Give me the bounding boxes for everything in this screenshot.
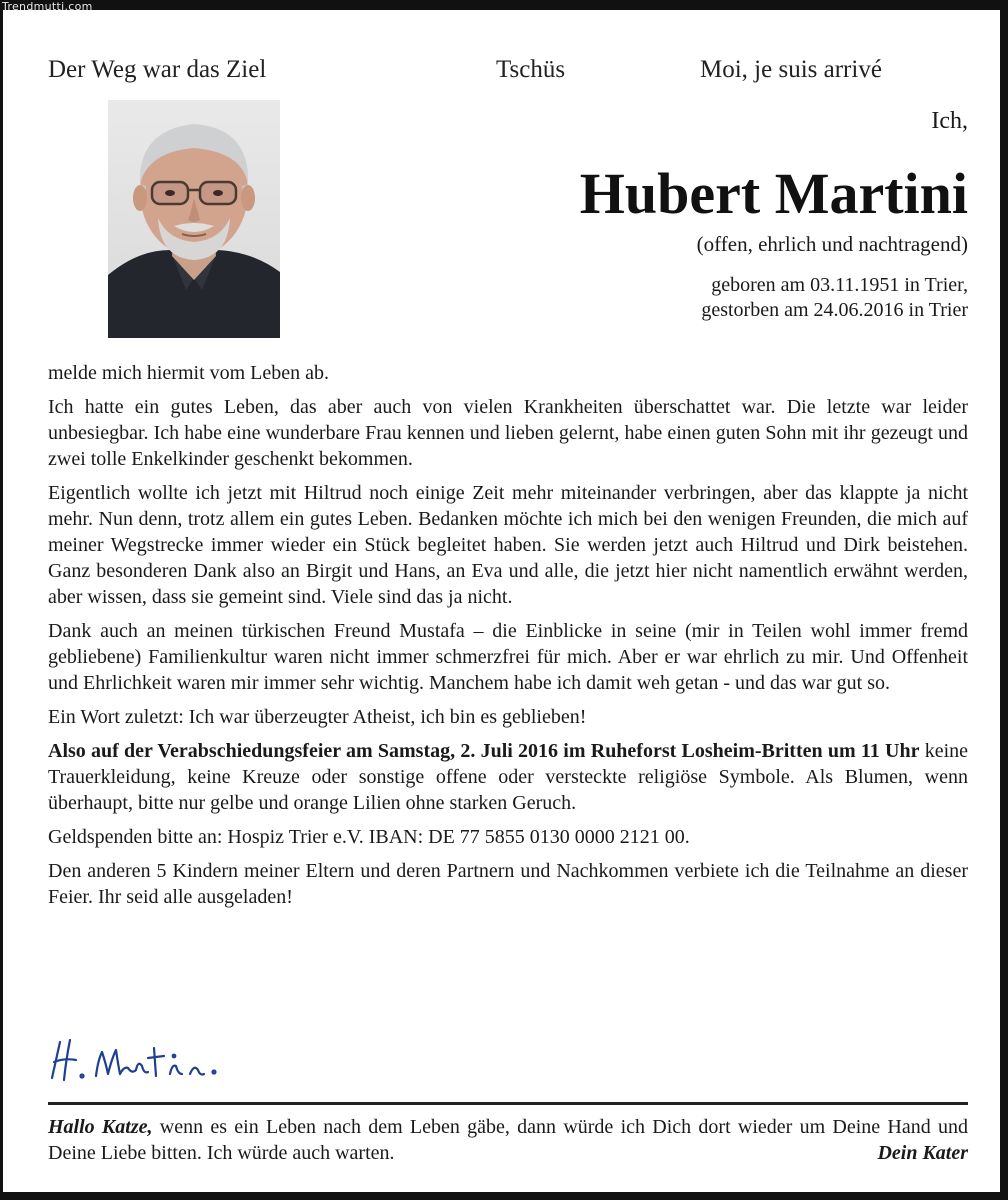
paragraph-excluded: Den anderen 5 Kindern meiner Eltern und deren Partnern und Nachkommen verbiete ich die Teilnahme an dieser Feier. Ihr seid alle ausgeladen! [48,860,968,908]
death-date: gestorben am 24.06.2016 in Trier [701,299,968,321]
name-subtitle: (offen, ehrlich und nachtragend) [696,232,968,256]
paragraph-mustafa: Dank auch an meinen türkischen Freund Mustafa – die Einblicke in seine (mir in Teilen wohl immer fremd gebliebene) Familienkultur waren nicht immer schmerzfrei für mich. Aber er war ehrlich zu mir. Und Offenheit und Ehrlichkeit waren mir immer sehr wichtig. Manchem habe ich damit weh getan - und das war gut so. [48,620,968,694]
intro-line: melde mich hiermit vom Leben ab. [48,362,330,384]
ceremony-details: Also auf der Verabschiedungsfeier am Samstag, 2. Juli 2016 im Ruheforst Losheim-Britten um 11 Uhr [48,740,920,762]
footer-dedication [48,1114,968,1166]
portrait-photo [108,100,280,338]
birth-date: geboren am 03.11.1951 in Trier, [711,274,968,296]
paragraph-thanks: Eigentlich wollte ich jetzt mit Hiltrud noch einige Zeit mehr miteinander verbringen, aber das klappte ja nicht mehr. Nun denn, trotz allem ein gutes Leben. Bedanken möchte ich mich bei den wenigen Freunden, die mich auf meiner Wegstrecke immer wieder ein Stück begleitet haben. Sie werden jetzt auch Hiltrud und Dirk beistehen. Ganz besonderen Dank also an Birgit und Hans, an Eva und alle, die jetzt hier nicht namentlich erwähnt werden, aber wissen, dass sie gemeint sind. Viele sind das ja nicht. [48,482,968,608]
footer-closing: Dein Kater [877,1142,968,1164]
notice-body [48,360,968,918]
signature-drawing [44,1030,244,1086]
paragraph-ceremony [48,738,968,816]
footer-message: wenn es ein Leben nach dem Leben gäbe, dann würde ich Dich dort wieder um Deine Hand und Deine Liebe bitten. Ich würde auch warten. [48,1116,968,1164]
paragraph-life: Ich hatte ein gutes Leben, das aber auch von vielen Krankheiten überschattet war. Die letzte war leider unbesiegbar. Ich habe eine wunderbare Frau kennen und lieben gelernt, habe einen guten Sohn mit ihr gezeugt und zwei tolle Enkelkinder geschenkt bekommen. [48,396,968,470]
ceremony-instructions: keine Trauerkleidung, keine Kreuze oder sonstige offene oder versteckte religiöse Symbole. Als Blumen, wenn überhaupt, bitte nur gelbe und orange Lilien ohne starken Geruch. [48,740,968,814]
intro-pronoun: Ich, [931,108,968,134]
footer-greeting: Hallo Katze, [48,1116,153,1138]
portrait-illustration [108,100,280,338]
life-dates [701,273,968,323]
deceased-name: Hubert Martini [579,161,968,226]
handwritten-signature [44,1030,244,1086]
watermark-text: Trendmutti.com [2,0,93,13]
motto-right: Moi, je suis arrivé [700,56,882,83]
motto-left: Der Weg war das Ziel [48,56,267,83]
motto-center: Tschüs [496,56,566,83]
paragraph-atheist: Ein Wort zuletzt: Ich war überzeugter Atheist, ich bin es geblieben! [48,706,587,728]
footer-divider [48,1102,968,1105]
paragraph-donations: Geldspenden bitte an: Hospiz Trier e.V. IBAN: DE 77 5855 0130 0000 2121 00. [48,826,690,848]
